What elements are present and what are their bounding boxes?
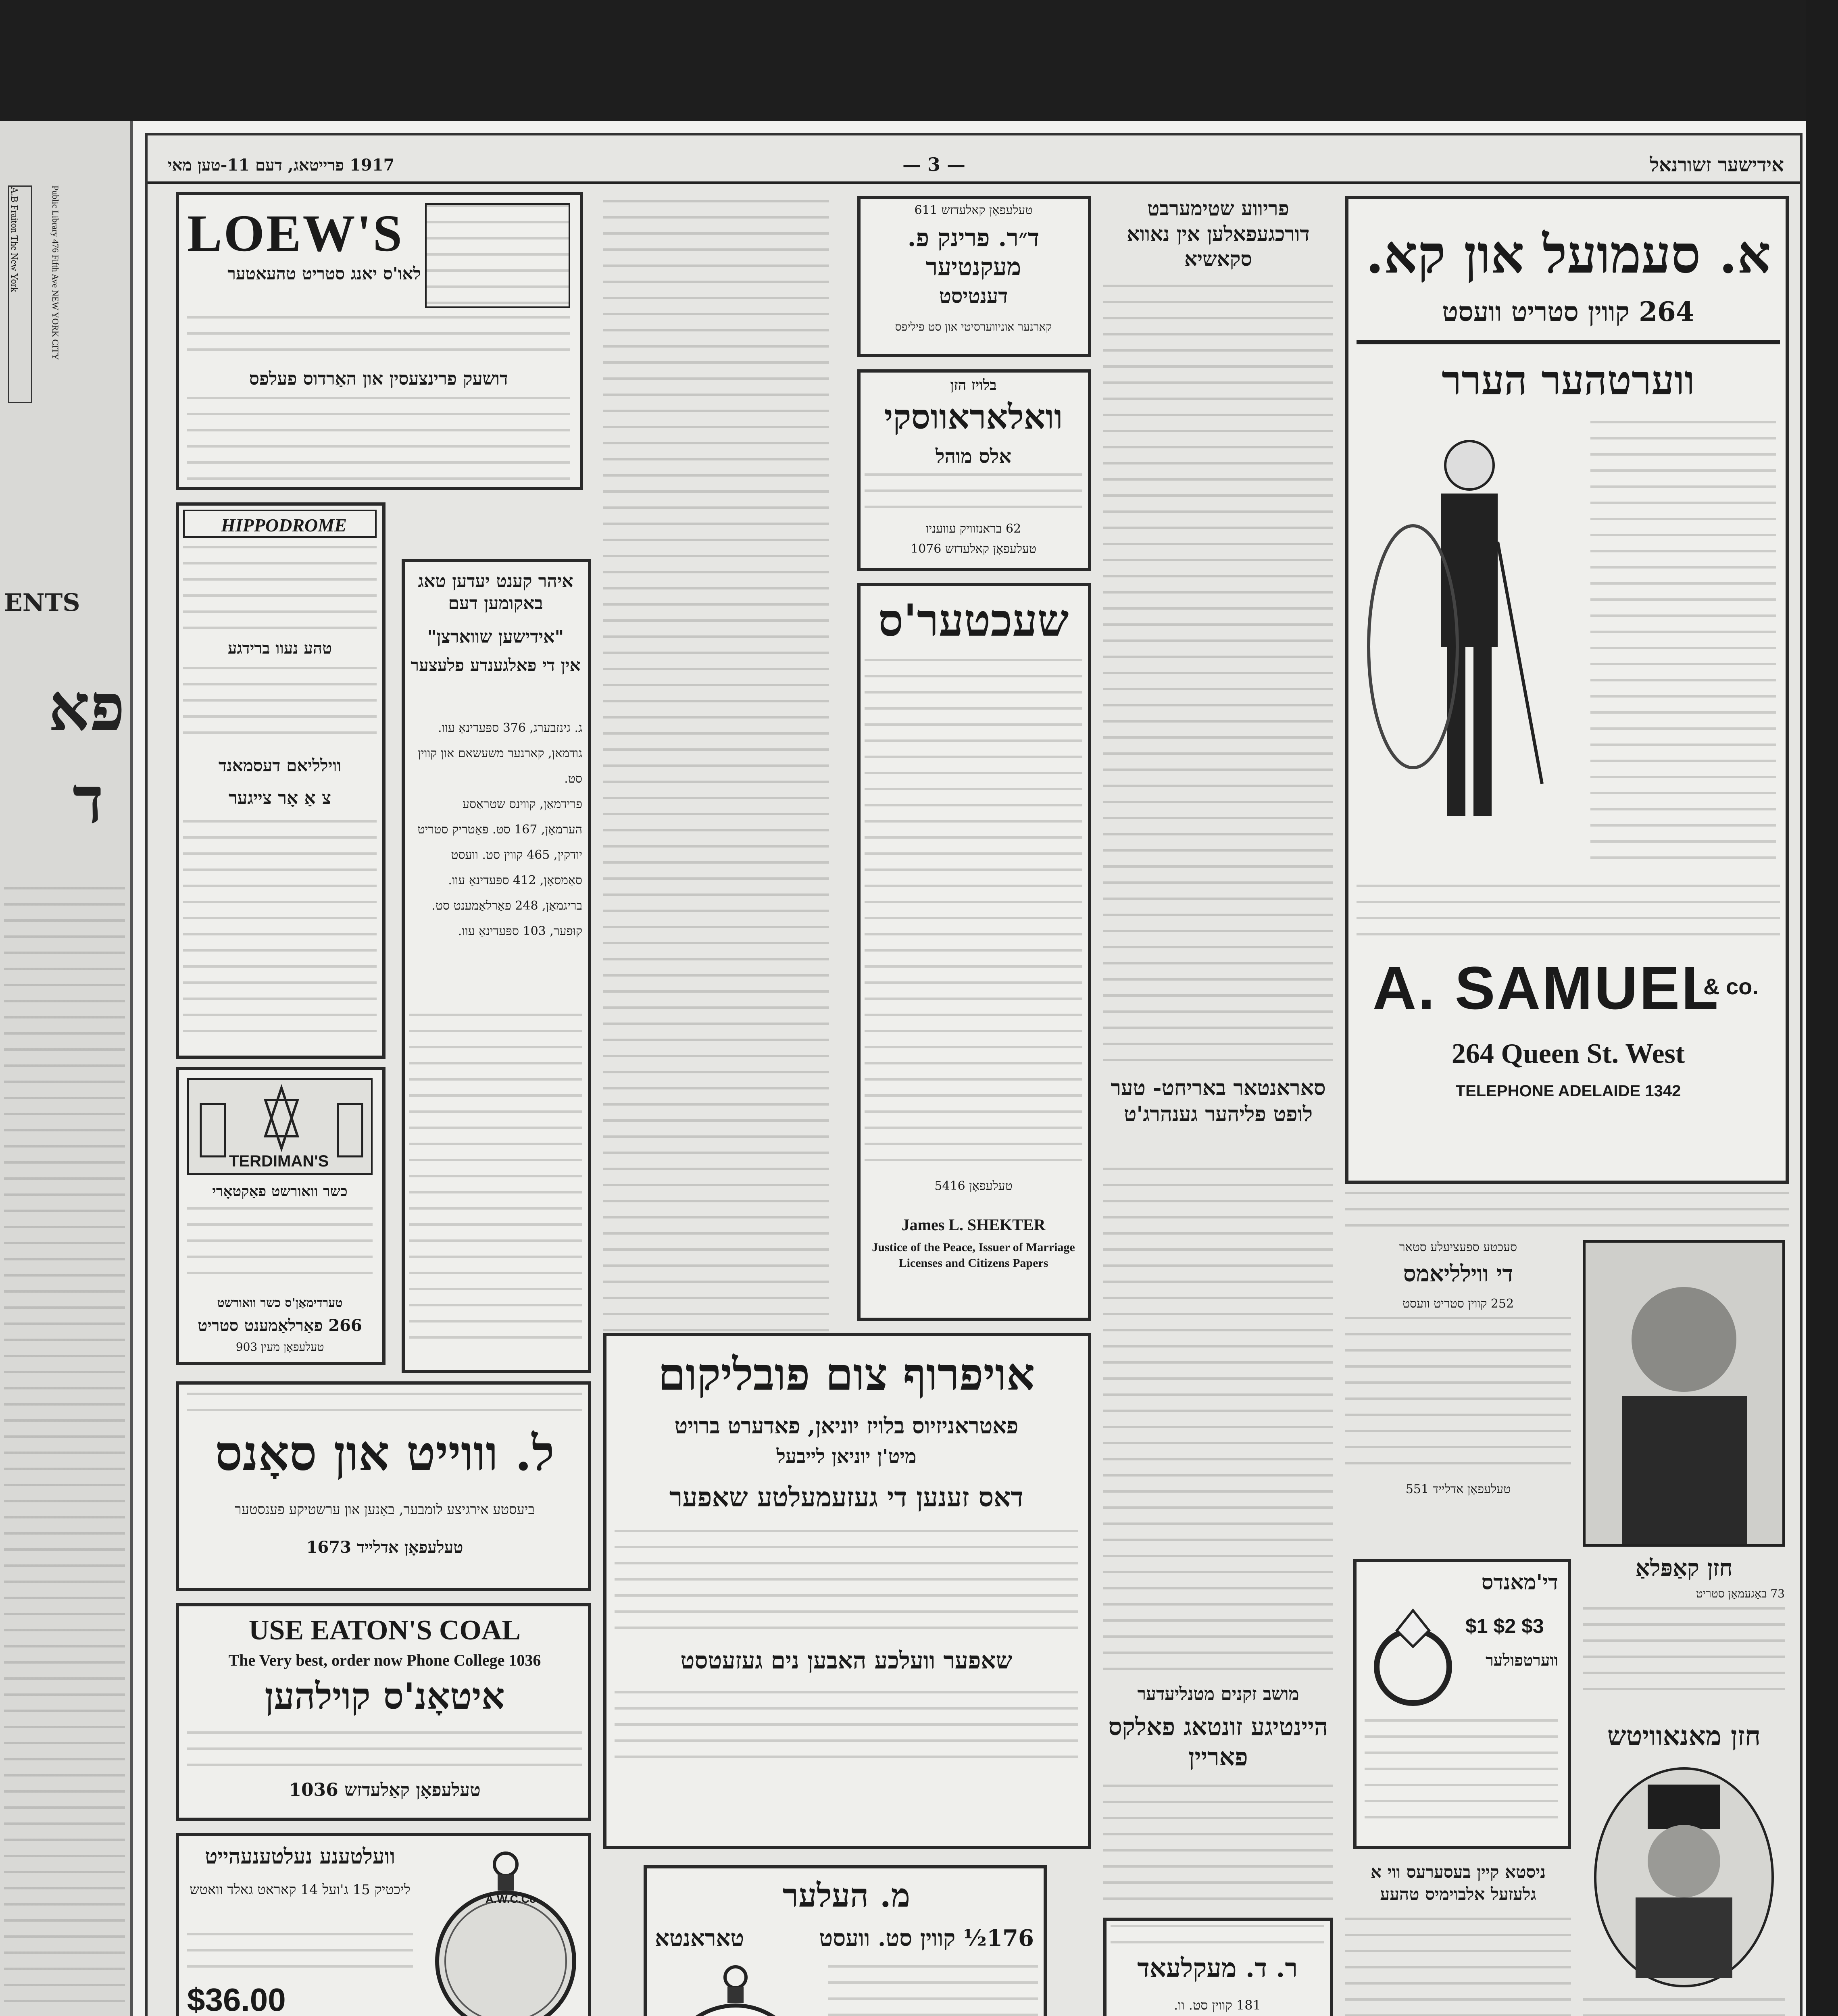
kling-ad xyxy=(176,1833,591,2016)
news-column-3 xyxy=(1103,1168,1333,1672)
heller-text xyxy=(828,1965,1038,2016)
eaton-phone: טעלעפאָן קאַלעדזש 1036 xyxy=(289,1780,481,1800)
samuel-co-en: & co. xyxy=(1703,974,1759,999)
listing-item: גודמאן, קארנער משעשאם און קווין סט. xyxy=(418,746,582,786)
third-heading: מושב זקנים מטנליעדער xyxy=(1137,1684,1299,1704)
kling-desc xyxy=(187,1933,413,1977)
dr-frank-address: קארנער אוניווערסיטי און סט פיליפס xyxy=(895,320,1052,333)
terdiman-line1: כשר וואורשט פאַקטאָרי xyxy=(212,1183,348,1200)
loews-logo: LOEW'S xyxy=(187,204,404,262)
shekter-role-en: Justice of the Peace, Issuer of Marriage Licenses and Citizens Papers xyxy=(872,1241,1075,1270)
diamonds-prices: $1 $2 $3 xyxy=(1465,1615,1544,1637)
williams-top: די ווילליאמס xyxy=(1403,1260,1513,1287)
white-sons-intro xyxy=(187,1393,582,1417)
white-sons-name: ל. וווייט און סאָנס xyxy=(215,1425,554,1482)
shekter-title: שעכטער'ס xyxy=(878,594,1069,646)
library-stamp-lines: Public Library 476 Fifth Ave NEW YORK CITY xyxy=(50,185,60,360)
hippodrome-body: ווילליאם דעסמאנד xyxy=(218,756,342,775)
listing-item: בריגמאַן, 248 פאַרלאַמענט סט. xyxy=(431,899,582,913)
loews-acts-text xyxy=(187,397,570,481)
pocket-watch-icon xyxy=(429,1840,582,2016)
loews-bottom: דושעק פרינצעסין און האַרדוס פעלפס xyxy=(249,369,508,389)
eaton-coal-ad xyxy=(176,1603,591,1821)
shekter-text xyxy=(865,659,1082,1167)
listing-item: ג. גינזבערג, 376 ספּעדינאַ עוו. xyxy=(438,721,582,735)
monovitz-text xyxy=(1583,1998,1785,2016)
monovitz-portrait xyxy=(1591,1764,1777,1990)
dr-frank-subtitle: דענטיסט xyxy=(939,284,1008,308)
loews-ad xyxy=(176,192,583,490)
newspaper-page xyxy=(145,133,1803,2016)
appeal-line1: פאטראניזיוס בלויז יוניאן, פאדערט ברויט xyxy=(674,1413,1019,1439)
volarovsky-name: וואלאראווסקי xyxy=(884,397,1063,437)
hippodrome-star: צ אַ אָר צייגער xyxy=(228,788,331,808)
dr-frank-title: ד״ר. פרינק פ. מעקנטיער xyxy=(907,224,1040,281)
samuel-text xyxy=(1590,421,1776,873)
fragment-pa: פא xyxy=(48,669,125,745)
page-header xyxy=(148,152,1800,184)
adjacent-page-text xyxy=(4,887,125,2016)
header-page-number: — 3 — xyxy=(902,154,966,175)
kling-title: וועלטענע נעלטענעהייט xyxy=(204,1844,396,1869)
terdiman-address: 266 פאַרלאַמענט סטריט xyxy=(198,1316,362,1335)
header-masthead: אידישער זשורנאל xyxy=(1650,154,1784,176)
news-column-1 xyxy=(603,200,829,1422)
portrait-icon xyxy=(1586,1243,1782,1544)
mcleod-intro xyxy=(1111,1925,1324,1945)
terdiman-line2: טערדימאַן'ס כשר וואורשט xyxy=(217,1296,343,1310)
samuel-phone-en: TELEPHONE ADELAIDE 1342 xyxy=(1455,1082,1681,1100)
volarovsky-text xyxy=(865,473,1082,514)
header-date: 1917 פרייטאג, דעם 11-טען מאי xyxy=(168,156,395,175)
listing-item: קוּפער, 103 ספּעדינאַ עוו. xyxy=(458,924,582,938)
terdiman-phone: טעלעפאָן מעין 903 xyxy=(235,1340,324,1354)
volarovsky-phone: טעלעפאָן קאלעדזש 1076 xyxy=(910,542,1036,556)
volarovsky-ad xyxy=(857,369,1091,571)
williams-company: סעכטע ספעציעלע סטאר xyxy=(1399,1240,1517,1254)
cantor-caption: 73 באַגעמאַן סטריט xyxy=(1696,1587,1785,1600)
shekter-ad xyxy=(857,583,1091,1321)
news-column-4 xyxy=(1103,1785,1333,1910)
loews-program-text xyxy=(187,316,570,360)
samuel-ad xyxy=(1345,196,1789,1184)
dr-frank-phone: טעלעפאָן קאלעדזש 611 xyxy=(914,203,1033,217)
cantor-name: חזן קאַפּלאַ xyxy=(1635,1555,1733,1581)
olbaum-text xyxy=(1345,1918,1571,2016)
cantor-text xyxy=(1583,1607,1785,1696)
appeal-list-1 xyxy=(615,1530,1078,1631)
heller-name: מ. העלער xyxy=(782,1876,911,1914)
shvartzes-heading1: איהר קענט יעדען טאג באקומען דעם xyxy=(418,571,573,614)
appeal-heading: אויפרוף צום פובליקום xyxy=(658,1348,1035,1400)
cantor-oval-portrait-icon xyxy=(1591,1764,1777,1990)
notice-heading: פריווע שטימערבט דורכגעפאלען אין נאווא סקאשיא xyxy=(1127,196,1310,271)
hippodrome-details xyxy=(183,820,377,1046)
scan-right-border xyxy=(1806,0,1838,2016)
shvartzes-heading3: אין די פאלגענדע פלעצער xyxy=(411,655,581,675)
volarovsky-desc: אלס מוהל xyxy=(935,445,1012,468)
kling-badge: A.W.C.Co xyxy=(486,1893,536,1905)
fragment-ents: ENTS xyxy=(4,589,80,617)
white-sons-desc: ביעסטע אירגיצע לומבער, באַנען און ערשטיקע פענסטער xyxy=(235,1502,535,1518)
fragment-d: ד xyxy=(73,762,104,838)
mcleod-address: 181 קווין סט. וו. xyxy=(1174,1997,1261,2013)
samuel-address-en: 264 Queen St. West xyxy=(1451,1038,1685,1069)
heller-ad xyxy=(644,1865,1047,2016)
shekter-phone: טעלעפאָן 5416 xyxy=(934,1179,1013,1193)
eaton-line1: USE EATON'S COAL xyxy=(248,1615,521,1646)
shvartzes-listings xyxy=(409,715,582,944)
terdiman-logo-frame xyxy=(187,1078,373,1175)
listing-item: יודקין, 465 קווין סט. וועסט xyxy=(451,848,582,862)
listing-item: סאַמסאָן, 412 ספּעדינאַ עוו. xyxy=(448,873,582,887)
monovitz-title: חזן מאנאוויטש xyxy=(1607,1720,1761,1752)
hippodrome-header xyxy=(183,510,377,538)
samuel-clothing: ווערטהער הערר xyxy=(1442,356,1695,404)
mcleod-ad xyxy=(1103,1918,1333,2016)
watch-icon xyxy=(655,1957,816,2016)
williams-phone: טעלעפאָן אדלייד 551 xyxy=(1405,1482,1511,1496)
monovitz-heading: ניסטא קיין בעסערעס ווי א גלעזעל אלבוימיס טהעע xyxy=(1370,1862,1546,1904)
terdiman-logo: TERDIMAN'S xyxy=(229,1152,329,1170)
samuel-divider xyxy=(1357,340,1780,344)
samuel-name-en: A. SAMUEL xyxy=(1373,954,1720,1022)
williams-address: 252 קווין סטריט וועסט xyxy=(1402,1297,1514,1311)
volarovsky-top: בלויז הזן xyxy=(950,377,997,394)
second-heading: סאראנטאר באריחט- טער לופט פליהער גענהרג'ט xyxy=(1111,1076,1326,1127)
shvartzes-ad xyxy=(402,559,591,1373)
fourth-heading: היינטיגע זונטאג פאלקס פאריין xyxy=(1108,1713,1328,1771)
shekter-name-en: James L. SHEKTER xyxy=(901,1216,1046,1234)
listing-item: פרידמאַן, קווינס שטראַסע xyxy=(462,797,582,811)
kling-subtitle: ליכטיק 15 ג'ועל 14 קאראט גאלד וואטש xyxy=(190,1882,411,1898)
white-sons-ad xyxy=(176,1381,591,1591)
loews-times-box xyxy=(425,203,570,308)
williams-ad xyxy=(1345,1240,1571,1547)
eaton-line2: The Very best, order now Phone College 1036 xyxy=(228,1651,541,1669)
cantor-portrait xyxy=(1583,1240,1785,1547)
library-stamp: A.B Fraiton The New York xyxy=(8,185,32,403)
diamonds-text xyxy=(1365,1719,1558,1832)
scan-top-border xyxy=(0,0,1838,121)
gentleman-illustration xyxy=(1357,421,1582,873)
ring-icon xyxy=(1365,1602,1461,1707)
loews-subtitle: לאו'ס יאנג סטריט טהעאטער xyxy=(227,264,421,283)
appeal-list-2 xyxy=(615,1691,1078,1772)
adjacent-page-strip xyxy=(0,121,133,2016)
appeal-line2: מיט'ן יוניאן לייבעל xyxy=(776,1445,917,1468)
kling-price: $36.00 xyxy=(187,1982,286,2016)
diamonds-sub: ווערטפולער xyxy=(1486,1651,1558,1670)
listing-item: הערמאַן, 167 סט. פּאַטריק סטריט xyxy=(417,823,582,837)
terdiman-ad xyxy=(176,1067,386,1365)
williams-text xyxy=(1345,1317,1571,1470)
appeal-line3: דאס זענען די געזעמעלטע שאפער xyxy=(669,1481,1024,1513)
williams-caption-text xyxy=(1345,1192,1789,1232)
news-column-2 xyxy=(1103,285,1333,1071)
dr-frank-ad xyxy=(857,196,1091,357)
samuel-bottom-text xyxy=(1357,885,1780,937)
hippodrome-title: טהע נעוו ברידגע xyxy=(227,639,332,658)
appeal-line4: שאפער וועלכע האבען נים געזעטסט xyxy=(680,1647,1013,1674)
volarovsky-address: 62 בראנזוויק עוועניו xyxy=(925,522,1021,536)
eaton-yiddish: איטאָנ'ס קוילהען xyxy=(265,1675,505,1718)
shvartzes-more-listings xyxy=(409,1014,582,1352)
hippodrome-logo: HIPPODROME xyxy=(221,515,347,535)
samuel-address-yiddish: 264 קווין סטריט וועסט xyxy=(1442,296,1694,327)
terdiman-text xyxy=(187,1207,373,1288)
appeal-ad xyxy=(603,1333,1091,1849)
hippodrome-desc xyxy=(183,546,377,631)
hippodrome-acts xyxy=(183,667,377,748)
heller-address: 176½ קווין סט. וועסט xyxy=(819,1925,1034,1951)
eaton-desc xyxy=(187,1731,582,1776)
diamonds-ad xyxy=(1353,1559,1571,1849)
samuel-name-yiddish: א. סעמועל און קא. xyxy=(1365,223,1771,285)
hippodrome-ad xyxy=(176,502,386,1059)
diamonds-title: די'מאנדס xyxy=(1481,1570,1558,1595)
mcleod-heading: ר. ד. מעקלעאד xyxy=(1137,1953,1298,1983)
heller-city: טאראנטא xyxy=(655,1925,744,1951)
white-sons-phone: טעלעפאָן אדלייד 1673 xyxy=(306,1538,463,1557)
shvartzes-heading2: "אידישען שווארצן" xyxy=(427,627,564,647)
